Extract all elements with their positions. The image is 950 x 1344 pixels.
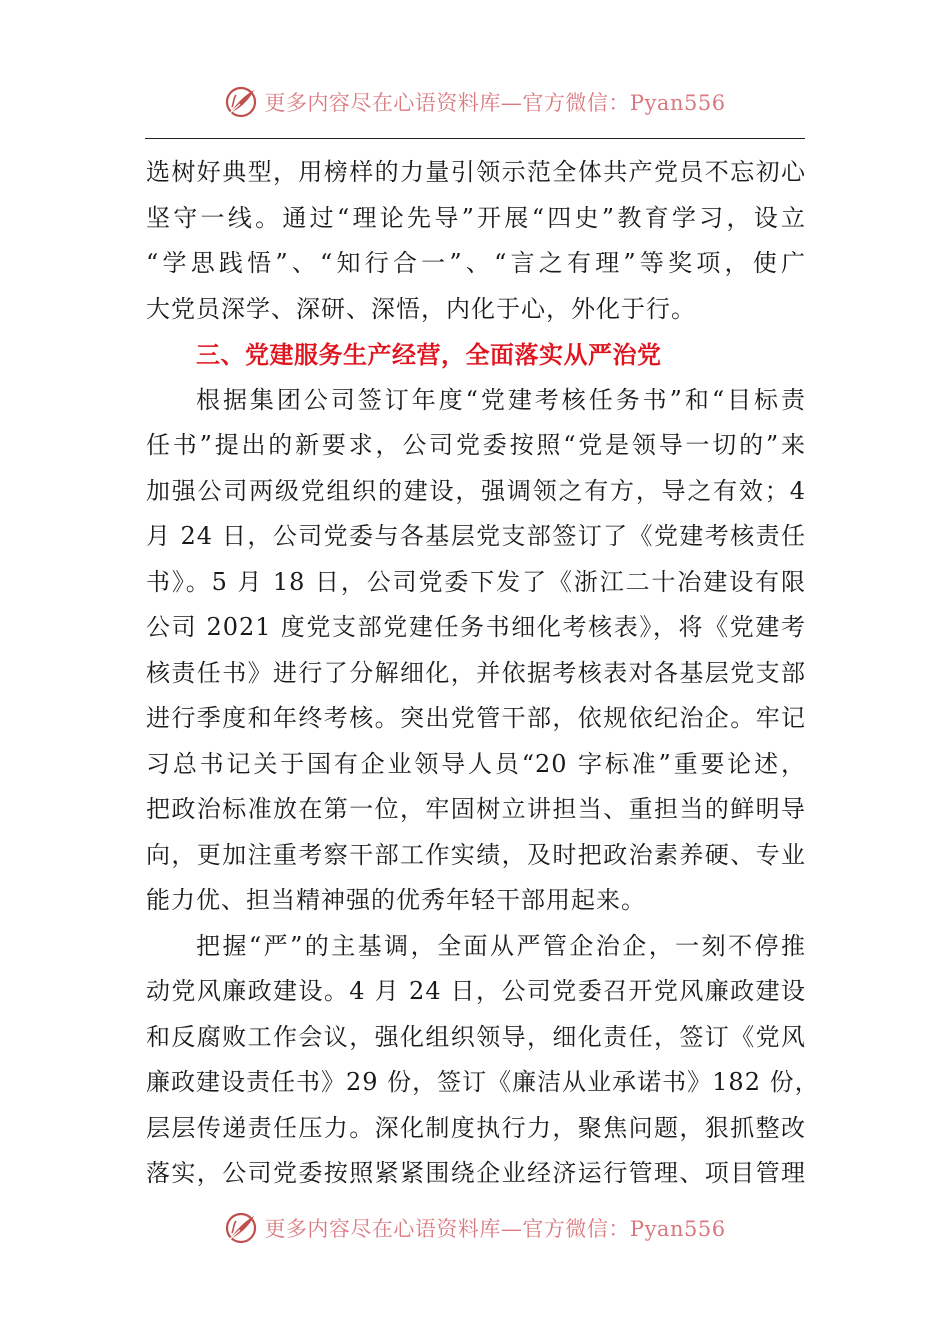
text-line-21: 廉政建设责任书》29 份，签订《廉洁从业承诺书》182 份， xyxy=(146,1068,820,1096)
text-line-1: 选树好典型，用榜样的力量引领示范全体共产党员不忘初心 xyxy=(146,158,806,186)
text-line-15: 把政治标准放在第一位，牢固树立讲担当、重担当的鲜明导 xyxy=(146,795,806,823)
text-line-13: 进行季度和年终考核。突出党管干部，依规依纪治企。牢记 xyxy=(146,704,806,732)
text-line-17: 能力优、担当精神强的优秀年轻干部用起来。 xyxy=(146,886,646,914)
text-line-11: 公司 2021 度党支部党建任务书细化考核表》，将《党建考 xyxy=(146,613,806,641)
text-line-3: “学思践悟”、“知行合一”、“言之有理”等奖项，使广 xyxy=(146,249,806,277)
quill-pen-logo-icon xyxy=(224,85,258,119)
document-body xyxy=(146,150,820,1197)
text-line-10: 书》。5 月 18 日，公司党委下发了《浙江二十冶建设有限 xyxy=(146,567,806,596)
watermark-text-top: 更多内容尽在心语资料库—官方微信：Pyan556 xyxy=(264,91,726,115)
text-line-14: 习总书记关于国有企业领导人员“20 字标准”重要论述， xyxy=(146,749,806,778)
watermark-banner-top xyxy=(0,80,950,124)
text-line-16: 向，更加注重考察干部工作实绩，及时把政治素养硬、专业 xyxy=(146,840,806,869)
text-line-19: 动党风廉政建设。4 月 24 日，公司党委召开党风廉政建设 xyxy=(146,977,806,1005)
quill-pen-logo-icon xyxy=(224,1211,258,1245)
text-line-7: 任书”提出的新要求，公司党委按照“党是领导一切的”来 xyxy=(146,431,806,459)
text-line-23: 落实，公司党委按照紧紧围绕企业经济运行管理、项目管理 xyxy=(146,1159,806,1187)
text-line-9: 月 24 日，公司党委与各基层党支部签订了《党建考核责任 xyxy=(146,522,806,550)
text-line-12: 核责任书》进行了分解细化，并依据考核表对各基层党支部 xyxy=(146,658,806,687)
text-line-18: 把握“严”的主基调，全面从严管企治企，一刻不停推 xyxy=(196,931,806,960)
text-line-8: 加强公司两级党组织的建设，强调领之有方，导之有效；4 xyxy=(146,476,806,505)
text-line-20: 和反腐败工作会议，强化组织领导，细化责任，签订《党风 xyxy=(146,1022,806,1051)
text-line-6: 根据集团公司签订年度“党建考核任务书”和“目标责 xyxy=(196,385,806,414)
text-line-4: 大党员深学、深研、深悟，内化于心，外化于行。 xyxy=(146,294,696,323)
text-line-22: 层层传递责任压力。深化制度执行力，聚焦问题，狠抓整改 xyxy=(146,1113,806,1142)
text-line-2: 坚守一线。通过“理论先导”开展“四史”教育学习，设立 xyxy=(146,203,806,232)
watermark-text-bottom: 更多内容尽在心语资料库—官方微信：Pyan556 xyxy=(264,1217,726,1241)
watermark-banner-bottom xyxy=(0,1206,950,1250)
header-divider xyxy=(145,138,805,139)
section-heading: 三、党建服务生产经营，全面落实从严治党 xyxy=(196,340,662,369)
